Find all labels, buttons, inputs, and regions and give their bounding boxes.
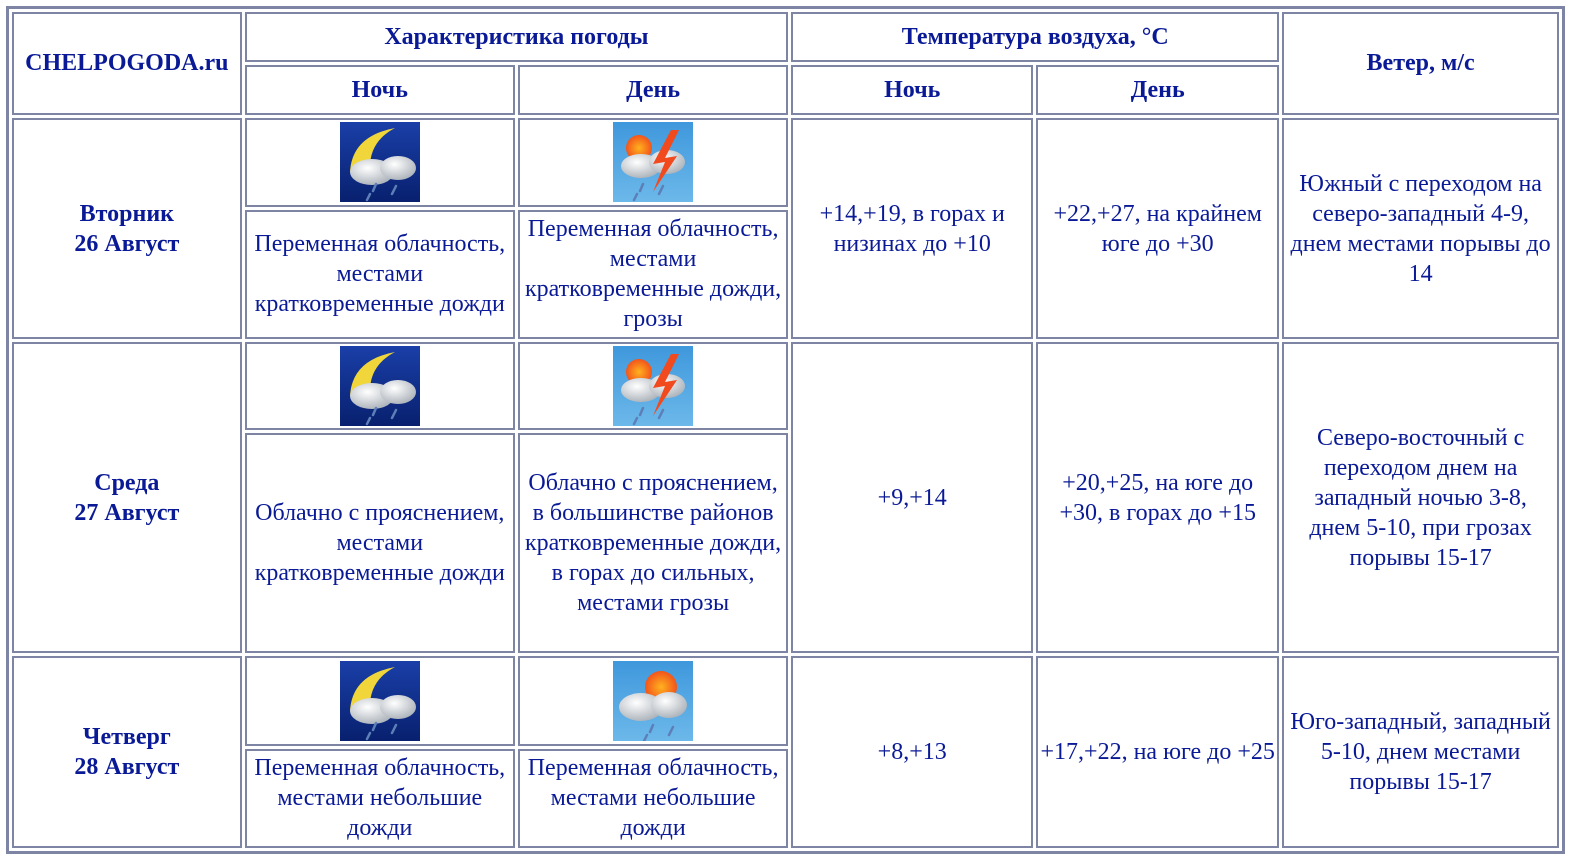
wind-value: Юго-западный, западный 5-10, днем местами порывы 15-17 (1282, 656, 1559, 848)
temp-day-header: День (1036, 65, 1279, 115)
sun-cloud-rain-icon (613, 661, 693, 741)
night-weather-icon-cell (245, 656, 515, 746)
day-label (12, 656, 242, 848)
air-temperature-header: Температура воздуха, °C (791, 12, 1279, 62)
date: 26 Август (74, 230, 180, 257)
day-label (12, 342, 242, 653)
wind-header: Ветер, м/с (1282, 12, 1559, 115)
night-weather-description: Переменная облачность, местами небольшие дожди (245, 749, 515, 848)
day-weather-description: Облачно с прояснением, в большинстве районов кратковременные дожди, в горах до сильных, местами грозы (518, 433, 788, 653)
night-weather-icon-cell (245, 342, 515, 430)
date: 27 Август (74, 499, 180, 526)
night-weather-description: Переменная облачность, местами кратковременные дожди (245, 210, 515, 340)
weather-forecast-table (6, 6, 1565, 854)
temp-night-value: +14,+19, в горах и низинах до +10 (791, 118, 1033, 339)
sun-cloud-thunderstorm-icon (613, 122, 693, 202)
day-weather-icon-cell (518, 656, 788, 746)
moon-cloud-rain-icon (340, 122, 420, 202)
day-label (12, 118, 242, 339)
temp-night-value: +8,+13 (791, 656, 1033, 848)
temp-night-header: Ночь (791, 65, 1033, 115)
temp-night-value: +9,+14 (791, 342, 1033, 653)
weather-characteristics-header: Характеристика погоды (245, 12, 789, 62)
temp-day-value: +22,+27, на крайнем юге до +30 (1036, 118, 1279, 339)
temp-day-value: +20,+25, на юге до +30, в горах до +15 (1036, 342, 1279, 653)
day-weather-description: Переменная облачность, местами небольшие дожди (518, 749, 788, 848)
weekday: Вторник (79, 200, 174, 227)
night-weather-description: Облачно с прояснением, местами кратковременные дожди (245, 433, 515, 653)
day-weather-description: Переменная облачность, местами кратковременные дожди, грозы (518, 210, 788, 340)
moon-cloud-rain-icon (340, 661, 420, 741)
date: 28 Август (74, 754, 180, 781)
moon-cloud-rain-icon (340, 346, 420, 426)
night-weather-icon-cell (245, 118, 515, 207)
day-weather-icon-cell (518, 342, 788, 430)
forecast-row (12, 118, 1559, 207)
weather-night-header: Ночь (245, 65, 515, 115)
day-weather-icon-cell (518, 118, 788, 207)
site-brand: CHELPOGODA.ru (12, 12, 242, 115)
weather-day-header: День (518, 65, 788, 115)
wind-value: Северо-восточный с переходом днем на западный ночью 3-8, днем 5-10, при грозах порывы 15-17 (1282, 342, 1559, 653)
wind-value: Южный с переходом на северо-западный 4-9, днем местами порывы до 14 (1282, 118, 1559, 339)
forecast-row (12, 656, 1559, 746)
weekday: Четверг (82, 724, 171, 751)
weekday: Среда (94, 469, 160, 496)
temp-day-value: +17,+22, на юге до +25 (1036, 656, 1279, 848)
sun-cloud-thunderstorm-icon (613, 346, 693, 426)
forecast-row (12, 342, 1559, 430)
